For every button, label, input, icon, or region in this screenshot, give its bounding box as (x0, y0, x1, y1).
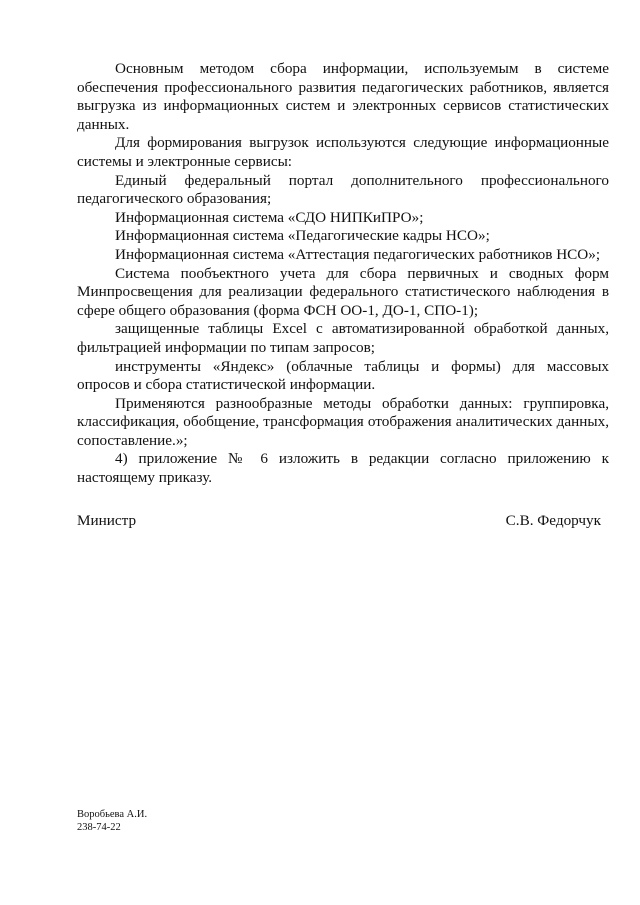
paragraph-appendix-6: 4) приложение № 6 изложить в редакции согласно приложению к настоящему приказу. (77, 450, 609, 487)
paragraph-federal-portal: Единый федеральный портал дополнительного профессионального педагогического образования; (77, 171, 609, 208)
signatory-name: С.В. Федорчук (505, 512, 601, 529)
paragraph-excel-tables: защищенные таблицы Excel с автоматизированной обработкой данных, фильтрацией информации по типам запросов; (77, 320, 609, 356)
paragraph-object-accounting: Система пообъектного учета для сбора первичных и сводных форм Минпросвещения для реализации федерального статистического наблюдения в сфере общего образования (форма ФСН ОО-1, ДО-1, СПО-1); (77, 264, 609, 319)
document-body (77, 60, 609, 488)
paragraph-processing-methods: Применяются разнообразные методы обработки данных: группировка, классификация, обобщение, трансформация отображения аналитических данных, сопоставление.»; (77, 394, 609, 449)
executor-name: Воробьева А.И. (77, 809, 148, 820)
paragraph-attestation: Информационная система «Аттестация педагогических работников НСО»; (115, 245, 601, 263)
signatory-position: Министр (77, 512, 137, 529)
signature-block (77, 512, 601, 531)
executor-phone: 238-74-22 (77, 822, 121, 833)
executor-block (77, 808, 147, 834)
paragraph-main-method: Основным методом сбора информации, используемым в системе обеспечения профессионального развития педагогических работников, является выгрузка из информационных систем и электронных сервисов статистических данных. (77, 60, 609, 133)
paragraph-sdo-nipkipro: Информационная система «СДО НИПКиПРО»; (115, 208, 424, 226)
paragraph-systems-intro: Для формирования выгрузок используются следующие информационные системы и электронные сервисы: (77, 134, 609, 170)
paragraph-yandex-tools: инструменты «Яндекс» (облачные таблицы и формы) для массовых опросов и сбора статистической информации. (77, 357, 609, 394)
paragraph-ped-kadry: Информационная система «Педагогические кадры НСО»; (115, 227, 490, 245)
